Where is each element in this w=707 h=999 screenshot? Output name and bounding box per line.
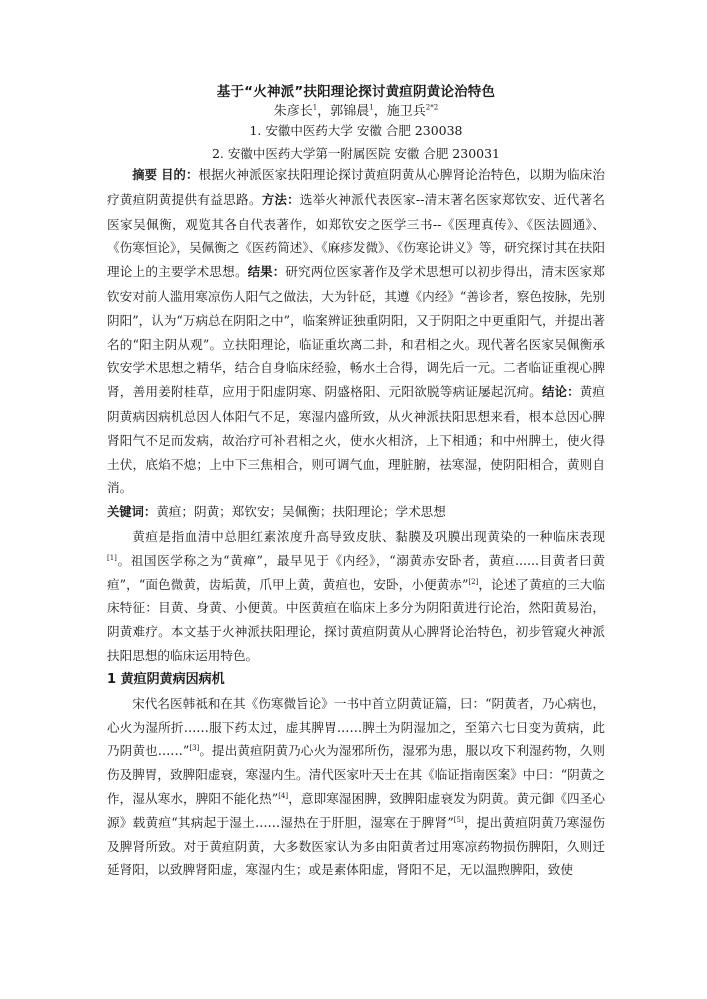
keywords (107, 500, 605, 525)
intro-text: 。祖国医学称之为“黄瘅”，最早见于《内经》，“溺黄赤安卧者，黄疸......目黄者曰黄疸”，“面色微黄，齿垢黄，爪甲上黄，黄疸也，安卧，小便黄赤” (107, 552, 605, 592)
keywords-label: 关键词： (107, 505, 157, 520)
result-label: 结果： (247, 265, 286, 280)
paper-page (107, 82, 605, 882)
section-heading: 1 黄疸阴黄病因病机 (107, 671, 225, 687)
citation-ref: [4] (278, 791, 289, 800)
author-affiliation-mark: 1 (312, 103, 318, 112)
keywords-text: 黄疸；阴黄；郑钦安；吴佩衡；扶阳理论；学术思想 (156, 504, 446, 520)
intro-text: ，论述了黄疸的三大临床特征：目黄、身黄、小便黄。中医黄疸在临床上多分为阴阳黄进行论治，然阳黄易治，阴黄难疗。本文基于火神派扶阳理论，探讨黄疸阴黄从心脾肾论治特色，初步管窥火神派扶阳思想的临床运用特色。 (107, 576, 605, 663)
paper-title: 基于“火神派”扶阳理论探讨黄疸阴黄论治特色 (216, 84, 496, 100)
method-text: 选举火神派代表医家--清末著名医家郑钦安、近代著名医家吴佩衡，观览其各自代表著作，如郑钦安之医学三书--《医理真传》、《医法圆通》、《伤寒恒论》，吴佩衡之《医药简述》、《麻疹发微》、《伤寒论讲义》等，研究探讨其在扶阳理论上的主要学术思想。 (107, 191, 605, 280)
affiliation: 1. 安徽中医药大学 安徽 合肥 230038 (249, 123, 463, 138)
affiliation: 2. 安徽中医药大学第一附属医院 安徽 合肥 230031 (211, 146, 501, 161)
section-text: ，提出黄疸阴黄乃寒湿伤及脾肾所致。对于黄疸阴黄，大多数医家认为多由阳黄者过用寒凉药物损伤脾阳，久则迁延肾阳，以致脾肾阳虚，寒湿内生；或是素体阳虚，肾阳不足，无以温煦脾阳，致使 (107, 814, 605, 878)
author-affiliation-mark: 2*2 (425, 103, 439, 112)
citation-ref: [1] (107, 553, 117, 562)
objective-label: 目的： (161, 168, 199, 182)
abstract (107, 163, 605, 500)
objective-text: 根据火神派医家扶阳理论探讨黄疸阴黄从心脾肾论治特色，以期为临床治疗黄疸阴黄提供有益思路。 (107, 167, 605, 207)
section-paragraph (107, 692, 605, 882)
author-name: 郭锦晨 (330, 104, 370, 119)
conclusion-label: 结论： (542, 385, 580, 400)
section-text: 。提出黄疸阴黄乃心火为湿邪所伤，湿邪为患，服以攻下利湿药物，久则伤及脾胃，致脾阳虚衰，寒湿内生。清代医家叶天士在其《临证指南医案》中曰：“阴黄之作，湿从寒水，脾阳不能化热” (107, 743, 605, 806)
author-list (107, 103, 605, 121)
result-text: 研究两位医家著作及学术思想可以初步得出，清末医家郑钦安对前人滥用寒凉伤人阳气之做法，大为针砭，其遵《内经》“善诊者，察色按脉，先别阴阳”，认为“万病总在阴阳之中”，临案辨证独重阴阳，又于阴阳之中更重阳气，并提出著名的“阳主阴从观”。立扶阳理论，临证重坎离二卦，和君相之火。现代著名医家吴佩衡承钦安学术思想之精华，结合自身临床经验，畅水土合得，调先后一元。二者临证重视心脾肾，善用姜附桂草，应用于阳虚阴寒、阴盛格阳、元阳欲脱等病证屡起沉疴。 (107, 264, 605, 400)
method-label: 方法： (261, 192, 300, 207)
citation-ref: [2] (468, 577, 479, 586)
citation-ref: [3] (189, 744, 200, 753)
author-separator: ， (373, 104, 387, 119)
citation-ref: [5] (453, 815, 464, 824)
section-text: ，意即寒湿困脾，致脾阳虚衰发为阴黄。黄元御《四圣心源》载黄疸“其病起于湿土……湿热在于肝胆，湿寒在于脾肾” (107, 790, 605, 830)
author-separator: ， (317, 104, 331, 119)
section-text: 宋代名医韩祗和在其《伤寒微旨论》一书中首立阴黄证篇，曰：“阴黄者，乃心病也，心火为湿所折……服下药太过，虚其脾胃……脾土为阴湿加之，至第六七日变为黄病，此乃阴黄也……” (107, 695, 605, 759)
conclusion-text: 黄疸阴黄病因病机总因人体阳气不足，寒湿内盛所致，从火神派扶阳思想来看，根本总因心脾肾阳气不足而发病，故治疗可补君相之火，使水火相济，上下相通；和中州脾土，使火得土伏，底焰不熄；上中下三焦相合，则可调气血，理脏腑，祛寒湿，使阴阳相合，黄则自消。 (107, 384, 605, 496)
author-affiliation-mark: 1 (369, 103, 374, 112)
author-name: 朱彦长 (273, 104, 313, 119)
intro-text: 黄疸是指血清中总胆红素浓度升高导致皮肤、黏膜及巩膜出现黄染的一种临床表现 (132, 528, 605, 544)
intro-paragraph (107, 525, 605, 668)
abstract-label: 摘要 (132, 168, 158, 182)
author-name: 施卫兵 (386, 104, 426, 119)
